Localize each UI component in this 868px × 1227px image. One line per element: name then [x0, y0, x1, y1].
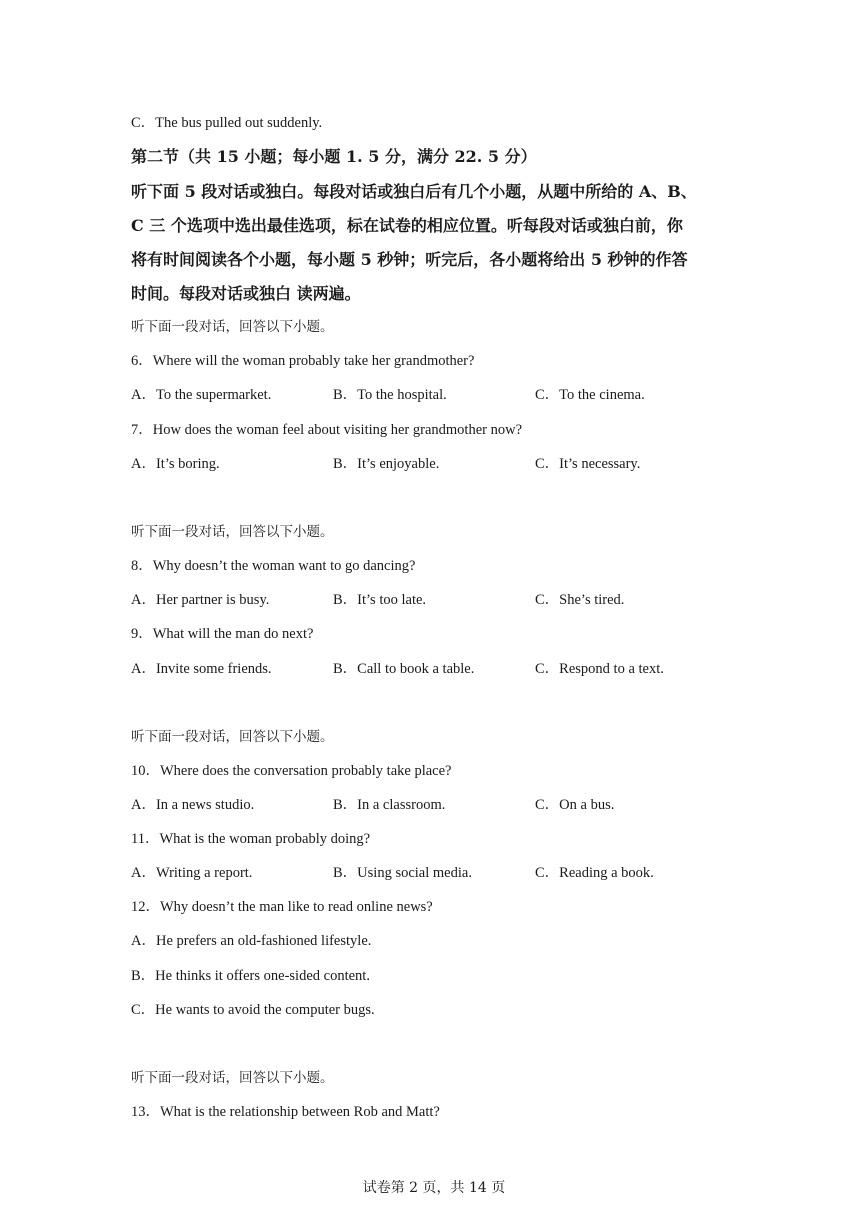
instruction-line-4: 时间。每段对话或独白 读两遍。	[131, 284, 361, 303]
question-7-option-c: C．It’s necessary.	[535, 456, 641, 472]
page-footer: 试卷第 2 页，共 14 页	[362, 1180, 506, 1196]
question-6-option-c: C．To the cinema.	[535, 387, 645, 403]
question-7-stem: 7．How does the woman feel about visiting her grandmother now?	[131, 422, 523, 438]
question-11-option-c: C．Reading a book.	[535, 865, 654, 881]
instruction-line-1: 听下面 5 段对话或独白。每段对话或独白后有几个小题，从题中所给的 A、B、	[131, 182, 697, 201]
question-12-option-b: B．He thinks it offers one-sided content.	[131, 968, 370, 984]
question-12-option-a: A．He prefers an old-fashioned lifestyle.	[131, 933, 372, 949]
instruction-line-2: C 三 个选项中选出最佳选项，标在试卷的相应位置。听每段对话或独白前，你	[131, 216, 683, 235]
question-11-stem: 11．What is the woman probably doing?	[131, 831, 371, 847]
question-10-option-a: A．In a news studio.	[131, 797, 255, 813]
question-10-option-c: C．On a bus.	[535, 797, 615, 813]
question-11-option-a: A．Writing a report.	[131, 865, 253, 881]
question-13-stem: 13．What is the relationship between Rob and Matt?	[131, 1104, 440, 1120]
question-9-option-c: C．Respond to a text.	[535, 661, 664, 677]
dialogue-intro: 听下面一段对话，回答以下小题。	[131, 524, 334, 540]
question-9-option-a: A．Invite some friends.	[131, 661, 272, 677]
question-9-option-b: B．Call to book a table.	[333, 661, 475, 677]
question-7-option-a: A．It’s boring.	[131, 456, 220, 472]
question-10-option-b: B．In a classroom.	[333, 797, 446, 813]
dialogue-intro: 听下面一段对话，回答以下小题。	[131, 1070, 334, 1086]
question-6-option-a: A．To the supermarket.	[131, 387, 272, 403]
question-7-option-b: B．It’s enjoyable.	[333, 456, 440, 472]
dialogue-intro: 听下面一段对话，回答以下小题。	[131, 729, 334, 745]
question-8-stem: 8．Why doesn’t the woman want to go dancing?	[131, 558, 416, 574]
section-heading: 第二节（共 15 小题；每小题 1. 5 分，满分 22. 5 分）	[131, 147, 537, 166]
question-8-option-b: B．It’s too late.	[333, 592, 427, 608]
question-8-option-a: A．Her partner is busy.	[131, 592, 270, 608]
question-6-option-b: B．To the hospital.	[333, 387, 447, 403]
question-9-stem: 9．What will the man do next?	[131, 626, 314, 642]
question-8-option-c: C．She’s tired.	[535, 592, 625, 608]
dialogue-intro: 听下面一段对话，回答以下小题。	[131, 319, 334, 335]
question-6-stem: 6．Where will the woman probably take her grandmother?	[131, 353, 475, 369]
question-12-stem: 12．Why doesn’t the man like to read online news?	[131, 899, 433, 915]
question-11-option-b: B．Using social media.	[333, 865, 472, 881]
question-10-stem: 10．Where does the conversation probably take place?	[131, 763, 452, 779]
question-5-option-c: C．The bus pulled out suddenly.	[131, 115, 323, 131]
question-12-option-c: C．He wants to avoid the computer bugs.	[131, 1002, 375, 1018]
instruction-line-3: 将有时间阅读各个小题，每小题 5 秒钟；听完后，各小题将给出 5 秒钟的作答	[131, 250, 688, 269]
